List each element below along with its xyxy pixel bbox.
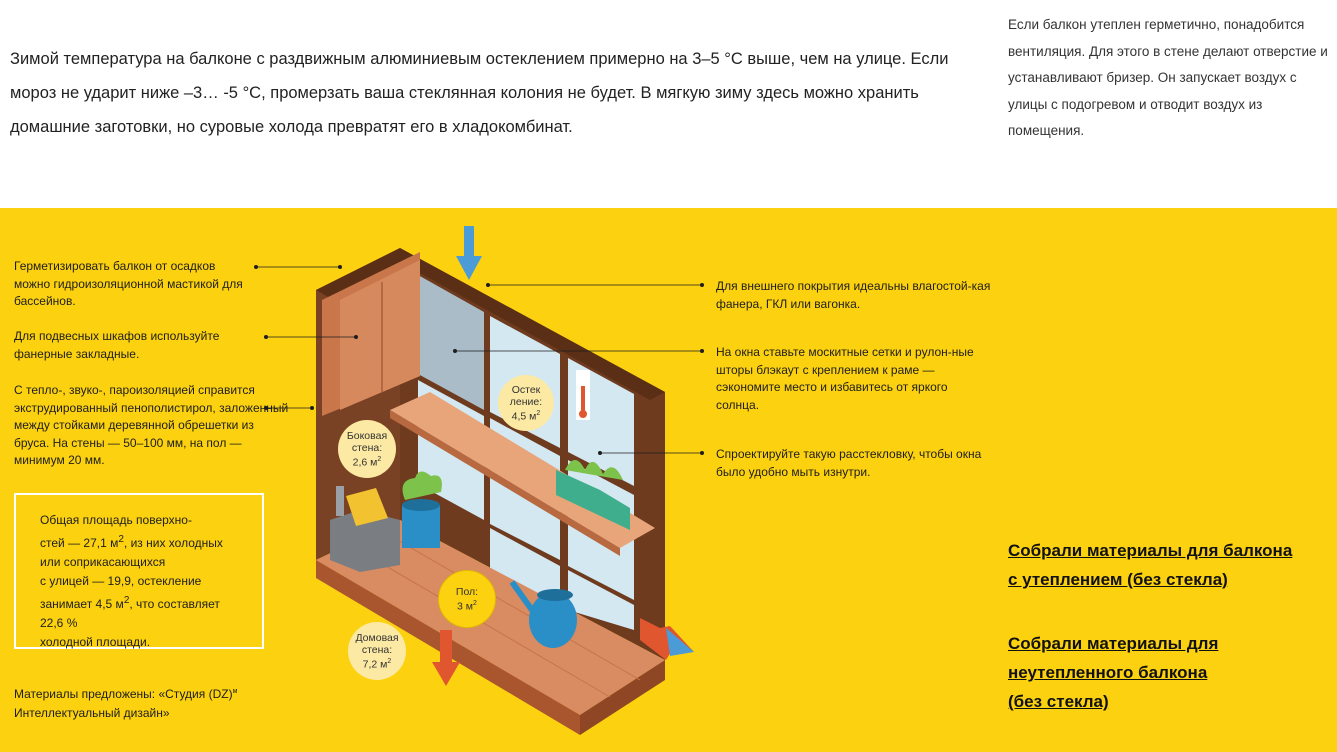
air-in-arrow (456, 226, 482, 280)
note-insulation: С тепло-, звуко-, пароизоляцией справится экструдированный пенополистирол, заложенный между стойками деревянной обрешетки из бруса. На стены — 50–100 мм, на пол — минимум 20 мм. (14, 383, 289, 467)
badge-floor: Пол: 3 $м^2$ (438, 570, 496, 628)
area-summary-text: Общая площадь поверхно- стей — 27,1 $м^2$, из них холодных или соприкасающихся с улицей — 19,9, остекление занимает 4,5 $м^2$, что составляет 22,6 % холодной площади. (40, 513, 223, 649)
credits: Материалы предложены: «Студия (DZ)$^м$ Интеллектуальный дизайн» (14, 687, 238, 720)
area-summary-box (14, 493, 264, 649)
link-insulated-materials[interactable]: Собрали материалы для балкона с утеплением (без стекла) (1008, 541, 1293, 589)
note-window-layout: Спроектируйте такую расстекловку, чтобы окна было удобно мыть изнутри. (716, 447, 982, 479)
note-cabinets: Для подвесных шкафов используйте фанерные закладные. (14, 329, 220, 361)
intro-paragraph: Зимой температура на балконе с раздвижным алюминиевым остеклением примерно на 3–5 °С выше, чем на улице. Если мороз не ударит ниже –3… -5 °С, промерзать ваша стеклянная колония не будет. В мягкую зиму здесь можно хранить домашние заготовки, но суровые холода превратят его в хладокомбинат. (10, 50, 949, 136)
badge-side-wall: Боковая стена: 2,6 $м^2$ (338, 420, 396, 478)
ventilation-note: Если балкон утеплен герметично, понадобится вентиляция. Для этого в стене делают отверстие и устанавливают бризер. Он запускает воздух с улицы с подогревом и отводит воздух из помещения. (1008, 17, 1328, 138)
note-window-screens: На окна ставьте москитные сетки и рулон-ные шторы блэкаут с креплением к раме — сэкономите место и избавитесь от яркого солнца. (716, 345, 974, 412)
plant-pot (402, 505, 440, 548)
note-exterior-cover: Для внешнего покрытия идеальны влагостой-кая фанера, ГКЛ или вагонка. (716, 279, 991, 311)
badge-glazing: Остек ление: 4,5 $м^2$ (498, 375, 554, 431)
link-uninsulated-materials[interactable]: Собрали материалы для неутепленного балкона (без стекла) (1008, 634, 1219, 711)
note-waterproofing: Герметизировать балкон от осадков можно гидроизоляционной мастикой для бассейнов. (14, 259, 243, 308)
badge-house-wall: Домовая стена: 7,2 $м^2$ (348, 622, 406, 680)
